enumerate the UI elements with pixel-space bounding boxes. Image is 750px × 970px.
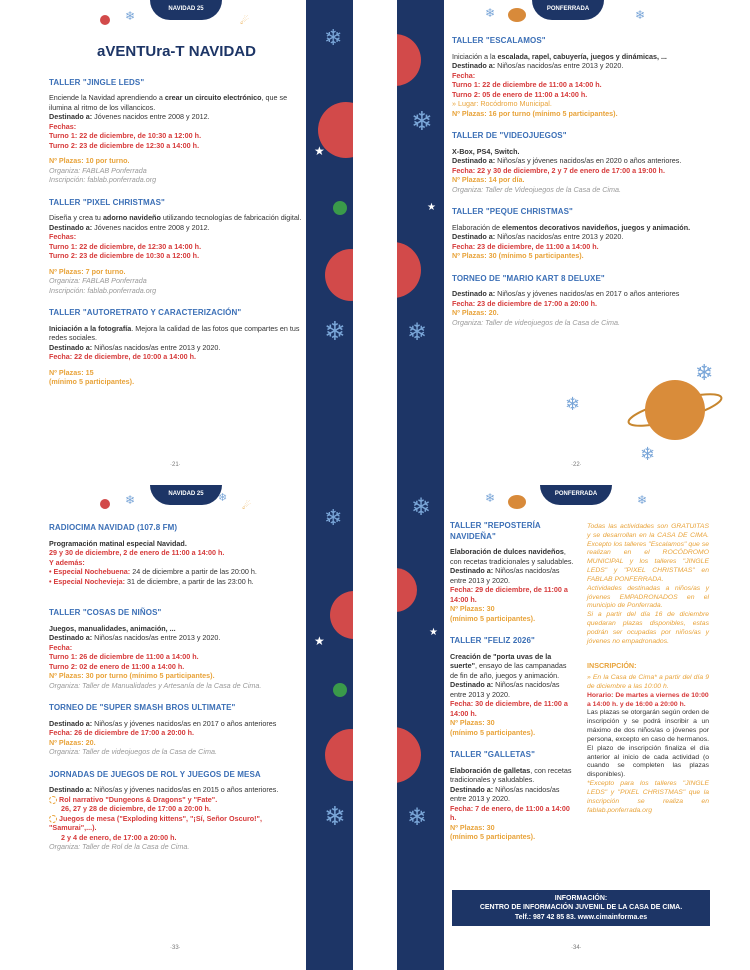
red-planet-icon [397, 242, 421, 298]
snowflake-icon: ❄ [411, 106, 433, 136]
snowflake-icon: ❄ [324, 801, 346, 831]
page-22 [375, 0, 750, 485]
page-number: ·22· [571, 462, 582, 468]
snowflake-icon: ❄ [635, 8, 646, 22]
section-tab: NAVIDAD 25 [150, 0, 222, 20]
star-icon: ★ [314, 634, 325, 648]
taller-peque-christmas: TALLER "PEQUE CHRISTMAS" Elaboración de elementos decorativos navideños, juegos y animación. Destinado a: Niños/as nacidos/as entre 2013 y 2020. Fecha: 23 de diciembre, de 11:00 a 14:00 h. Nº Plazas: 30 (mínimo 5 participantes). [452, 207, 714, 261]
dice-icon [49, 815, 57, 823]
space-band [397, 485, 444, 970]
section-heading: TALLER "COSAS DE NIÑOS" [49, 608, 162, 618]
space-decoration [397, 0, 444, 485]
snowflake-icon: ❄ [324, 316, 346, 346]
red-planet-icon [100, 499, 110, 509]
space-decoration [306, 0, 353, 485]
section-heading: RADIOCIMA NAVIDAD (107.8 FM) [49, 523, 178, 532]
space-decoration [306, 485, 353, 970]
section-tab: PONFERRADA [532, 0, 604, 20]
snowflake-icon: ❄ [695, 360, 714, 385]
page-34 [375, 485, 750, 970]
section-heading: JORNADAS DE JUEGOS DE ROL Y JUEGOS DE MESA [49, 769, 261, 779]
snowflake-icon: ❄ [640, 444, 656, 464]
fablab-link[interactable]: Inscripción: fablab.ponferrada.org [49, 175, 157, 185]
section-heading: TALLER "JINGLE LEDS" [49, 77, 145, 87]
snowflake-icon: ❄ [218, 492, 228, 504]
space-decoration [397, 485, 444, 970]
snowflake-icon: ❄ [485, 491, 496, 505]
jornadas-rol-mesa: JORNADAS DE JUEGOS DE ROL Y JUEGOS DE MESA Destinado a: Niños/as y jóvenes nacidos/as en 2015 o años anteriores. Rol narrativo "Dungeons & Dragons" y "Fate". 26, 27 y 28 de diciembre, de 17:00 a 20:00 h. Juegos de mesa ("Exploding kittens", "¡Sí, Señor Oscuro!", "Samurai",...). 2 y 4 de enero, de 17:00 a 20:00 h. Organiza: Taller de Rol de la Casa de Cima. [49, 770, 304, 852]
inscripcion-heading: INSCRIPCIÓN: [587, 660, 637, 670]
red-planet-icon [397, 34, 421, 86]
ringed-planet-icon [508, 8, 526, 22]
comet-icon: ☄ [240, 16, 249, 27]
red-planet-icon [397, 727, 421, 783]
snowflake-icon: ❄ [565, 394, 581, 414]
taller-jingle-leds: TALLER "JINGLE LEDS" Enciende la Navidad aprendiendo a crear un circuito electrónico, que se ilumina al ritmo de los villancicos. Destinado a: Jóvenes nacidos entre 2008 y 2012. Fechas: Turno 1: 22 de diciembre, de 10:30 a 12:00 h. Turno 2: 23 de diciembre de 12:30 a 14:00 h. Nº Plazas: 10 por turno. Organiza: FABLAB Ponferrada Inscripción: fablab.ponferrada.org [49, 78, 304, 185]
section-heading: TALLER "PEQUE CHRISTMAS" [452, 207, 573, 217]
taller-cosas-de-ninos: TALLER "COSAS DE NIÑOS" Juegos, manualidades, animación, ... Destinado a: Niños/as nacidos/as entre 2013 y 2020. Fecha: Turno 1: 26 de diciembre de 11:00 a 14:00 h. Turno 2: 02 de enero de 11:00 a 14:00 h. Nº Plazas: 30 por turno (mínimo 5 participantes). Organiza: Taller de Manualidades y Artesanía de la Casa de Cima. [49, 608, 304, 690]
section-heading: TALLER "REPOSTERÍA NAVIDEÑA" [450, 521, 541, 541]
red-planet-icon [325, 249, 353, 301]
green-planet-icon [333, 201, 347, 215]
page-21 [0, 0, 375, 485]
red-planet-icon [325, 729, 353, 781]
section-tab: PONFERRADA [540, 485, 612, 505]
torneo-mario-kart: TORNEO DE "MARIO KART 8 DELUXE" Destinado a: Niños/as y jóvenes nacidos/as en 2017 o años anteriores Fecha: 23 de diciembre de 17:00 a 20:00 h. Nº Plazas: 20. Organiza: Taller de videojuegos de la Casa de Cima. [452, 274, 714, 328]
section-heading: TORNEO DE "SUPER SMASH BROS ULTIMATE" [49, 703, 236, 713]
snowflake-icon: ❄ [125, 9, 136, 23]
taller-videojuegos: TALLER DE "VIDEOJUEGOS" X-Box, PS4, Switch. Destinado a: Niños/as y jóvenes nacidos/as en 2020 o años anteriores. Fecha: 22 y 30 de diciembre, 2 y 7 de enero de 17:00 a 19:00 h. Nº Plazas: 14 por día. Organiza: Taller de Videojuegos de la Casa de Cima. [452, 131, 714, 194]
section-heading: TALLER "GALLETAS" [450, 750, 535, 760]
snowflake-icon: ❄ [125, 493, 136, 507]
info-box: INFORMACIÓN: CENTRO DE INFORMACIÓN JUVENIL DE LA CASA DE CIMA. Telf.: 987 42 85 83. www.cimainforma.es [452, 890, 710, 926]
snowflake-icon: ❄ [407, 804, 428, 831]
space-band [306, 485, 353, 970]
taller-escalamos: TALLER "ESCALAMOS" Iniciación a la escalada, rapel, cabuyería, juegos y dinámicas, ... Destinado a: Niños/as nacidos/as entre 2013 y 2020. Fecha: Turno 1: 22 de diciembre de 11:00 a 14:00 h. Turno 2: 05 de enero de 11:00 a 14:00 h. » Lugar: Rocódromo Municipal. Nº Plazas: 16 por turno (mínimo 5 participantes). [452, 36, 714, 118]
page-33 [0, 485, 375, 970]
ringed-planet-icon [645, 380, 705, 440]
red-planet-icon [397, 568, 417, 612]
section-heading: TALLER DE "VIDEOJUEGOS" [452, 131, 567, 141]
green-planet-icon [333, 683, 347, 697]
space-band [306, 0, 353, 485]
section-heading: TALLER "PIXEL CHRISTMAS" [49, 197, 165, 207]
ringed-planet-icon [508, 495, 526, 509]
info-column: Todas las actividades son GRATUITAS y se desarrollan en la CASA DE CIMA. Excepto los talleres "Escalamos" que se realizan en el ROCÓDROMO MUNICIPAL y los talleres "JINGLE LEDS" y "PIXEL CHRISTMAS" en FABLAB PONFERRADA. Actividades destinadas a niños/as y jóvenes EMPADRONADOS en el municipio de Ponferrada. Si a partir del día 16 de diciembre quedaran plazas disponibles, estas podrán ser ocupadas por niños/as y jóvenes no empadronados. INSCRIPCIÓN: » En la Casa de Cima* a partir del día 9 de diciembre a las 10:00 h. Horario: De martes a viernes de 10:00 a 14:00 h. y de 16:00 a 20:00 h. Las plazas se otorgarán según orden de inscripción y se podrá inscribir a un máximo de dos niños/as o jóvenes por persona, excepto en caso de hermanos. El plazo de inscripción finaliza el día anterior al inicio de cada actividad (o cuando se completen las plazas disponibles). *Excepto para los talleres "JINGLE LEDS" y "PIXEL CHRISTMAS" que la inscripción se realiza en fablab.ponferrada.org [587, 523, 709, 814]
red-planet-icon [330, 591, 353, 639]
snowflake-icon: ❄ [324, 505, 343, 530]
torneo-smash-bros: TORNEO DE "SUPER SMASH BROS ULTIMATE" Destinado a: Niños/as y jóvenes nacidos/as en 2017 o años anteriores Fecha: 26 de diciembre de 17:00 a 20:00 h. Nº Plazas: 20. Organiza: Taller de videojuegos de la Casa de Cima. [49, 703, 304, 757]
taller-galletas: TALLER "GALLETAS" Elaboración de galletas, con recetas tradicionales y saludables. Destinado a: Niños/as nacidos/as entre 2013 y 2020. Fecha: 7 de enero, de 11:00 a 14:00 h. Nº Plazas: 30 (mínimo 5 participantes). [450, 750, 574, 842]
snowflake-icon: ❄ [324, 25, 343, 50]
section-heading: TALLER "AUTORETRATO Y CARACTERIZACIÓN" [49, 308, 242, 318]
taller-pixel-christmas: TALLER "PIXEL CHRISTMAS" Diseña y crea tu adorno navideño utilizando tecnologías de fabricación digital. Destinado a: Jóvenes nacidos entre 2008 y 2012. Fechas: Turno 1: 22 de diciembre, de 12:30 a 14:00 h. Turno 2: 23 de diciembre de 10:30 a 12:00 h. Nº Plazas: 7 por turno. Organiza: FABLAB Ponferrada Inscripción: fablab.ponferrada.org [49, 198, 304, 296]
fablab-link[interactable]: Inscripción: fablab.ponferrada.org [49, 285, 157, 295]
red-planet-icon [100, 15, 110, 25]
section-heading: TALLER "ESCALAMOS" [452, 36, 546, 45]
taller-autoretrato: TALLER "AUTORETRATO Y CARACTERIZACIÓN" Iniciación a la fotografía. Mejora la calidad de las fotos que compartes en tus redes sociales. Destinado a: Niños/as nacidos/as entre 2013 y 2020. Fecha: 22 de diciembre, de 10:00 a 14:00 h. Nº Plazas: 15 (mínimo 5 participantes). [49, 308, 304, 387]
contact-link[interactable]: Telf.: 987 42 85 83. www.cimainforma.es [514, 913, 648, 921]
space-illustration [565, 355, 725, 465]
snowflake-icon: ❄ [407, 319, 428, 346]
space-band [397, 0, 444, 485]
star-icon: ★ [314, 144, 325, 158]
taller-feliz-2026: TALLER "FELIZ 2026" Creación de "porta uvas de la suerte", ensayo de las campanadas de fin de año, juegos y animación. Destinado a: Niños/as nacidos/as entre 2013 y 2020. Fecha: 30 de diciembre, de 11:00 a 14:00 h. Nº Plazas: 30 (mínimo 5 participantes). [450, 636, 574, 737]
section-tab: NAVIDAD 25 [150, 485, 222, 505]
page-title: aVENTUra-T NAVIDAD [97, 43, 256, 60]
section-heading: TORNEO DE "MARIO KART 8 DELUXE" [452, 273, 605, 283]
page-number: ·33· [170, 945, 181, 951]
star-icon: ★ [429, 627, 438, 638]
dice-icon [49, 796, 57, 804]
page-number: ·21· [170, 462, 181, 468]
star-icon: ★ [427, 202, 436, 213]
section-heading: TALLER "FELIZ 2026" [450, 636, 535, 646]
page-number: ·34· [571, 945, 582, 951]
radiocima-navidad: RADIOCIMA NAVIDAD (107.8 FM) Programación matinal especial Navidad. 29 y 30 de diciembre, 2 de enero de 11:00 a 14:00 h. Y además: • Especial Nochebuena: 24 de diciembre a partir de las 20:00 h. • Especial Nochevieja: 31 de diciembre, a partir de las 23:00 h. [49, 523, 304, 586]
snowflake-icon: ❄ [411, 494, 432, 521]
taller-reposteria: TALLER "REPOSTERÍA NAVIDEÑA" Elaboración de dulces navideños, con recetas tradicionales y saludables. Destinado a: Niños/as nacidos/as entre 2013 y 2020. Fecha: 29 de diciembre, de 11:00 a 14:00 h. Nº Plazas: 30 (mínimo 5 participantes). [450, 521, 574, 623]
snowflake-icon: ❄ [485, 6, 496, 20]
snowflake-icon: ❄ [637, 493, 648, 507]
comet-icon: ☄ [242, 501, 251, 512]
